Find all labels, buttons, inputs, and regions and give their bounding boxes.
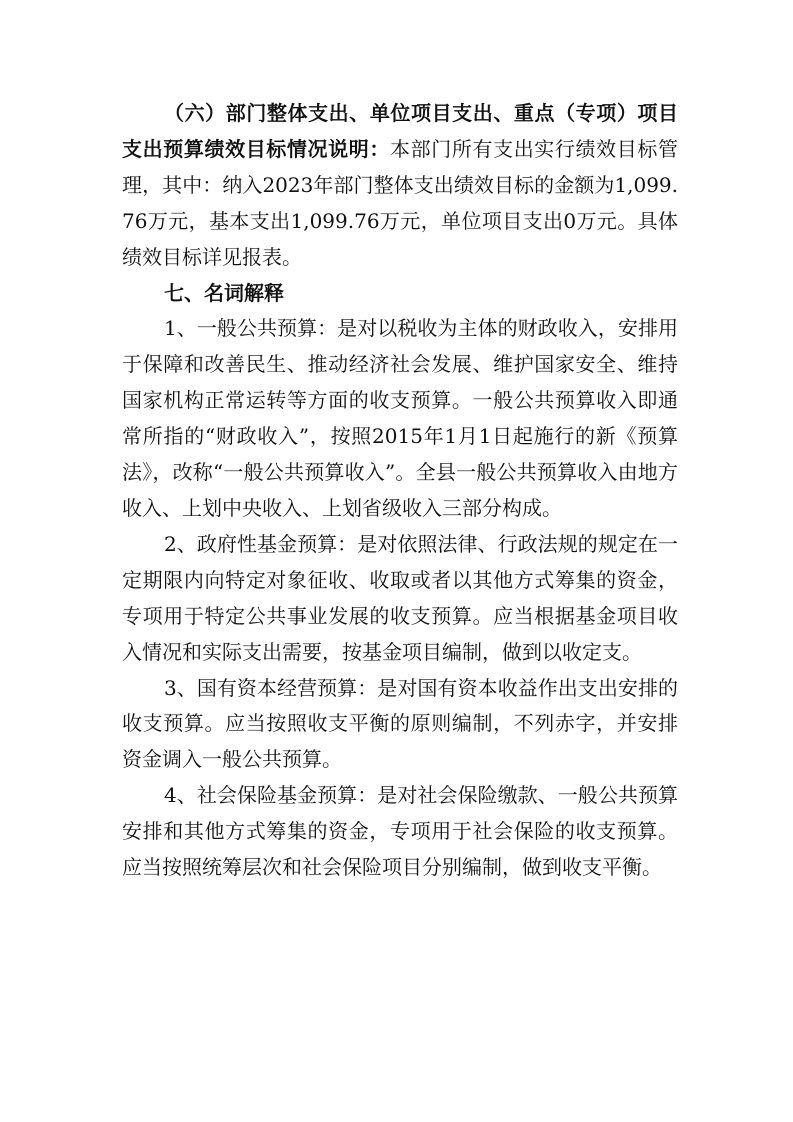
term-general-public-budget: 1、一般公共预算：是对以税收为主体的财政收入，安排用于保障和改善民生、推动经济社会发展、维护国家安全、维持国家机构正常运转等方面的收支预算。一般公共预算收入即通常所指的“财政收入”，按照2015年1月1日起施行的新《预算法》，改称“一般公共预算收入”。全县一般公共预算收入由地方收入、上划中央收入、上划省级收入三部分构成。	[122, 316, 678, 520]
section-seven-heading: 七、名词解释	[164, 280, 284, 305]
section-six-body: 本部门所有支出实行绩效目标管理，其中：纳入2023年部门整体支出绩效目标的金额为1,099.76万元，基本支出1,099.76万元，单位项目支出0万元。具体绩效目标详见报表。	[122, 136, 678, 269]
section-six-heading: （六）部门整体支出、单位项目支出、重点（专项）项目支出预算绩效目标情况说明：	[122, 101, 678, 161]
term-social-insurance-budget: 4、社会保险基金预算：是对社会保险缴款、一般公共预算安排和其他方式筹集的资金，专项用于社会保险的收支预算。应当按照统筹层次和社会保险项目分别编制，做到收支平衡。	[122, 783, 678, 880]
term-state-capital-budget: 3、国有资本经营预算：是对国有资本收益作出支出安排的收支预算。应当按照收支平衡的原则编制，不列赤字，并安排资金调入一般公共预算。	[122, 675, 678, 772]
section-six-paragraph	[122, 96, 678, 276]
document-body	[122, 96, 678, 886]
term-government-fund-budget: 2、政府性基金预算：是对依照法律、行政法规的规定在一定期限内向特定对象征收、收取或者以其他方式筹集的资金，专项用于特定公共事业发展的收支预算。应当根据基金项目收入情况和实际支出需要，按基金项目编制，做到以收定支。	[122, 531, 678, 664]
